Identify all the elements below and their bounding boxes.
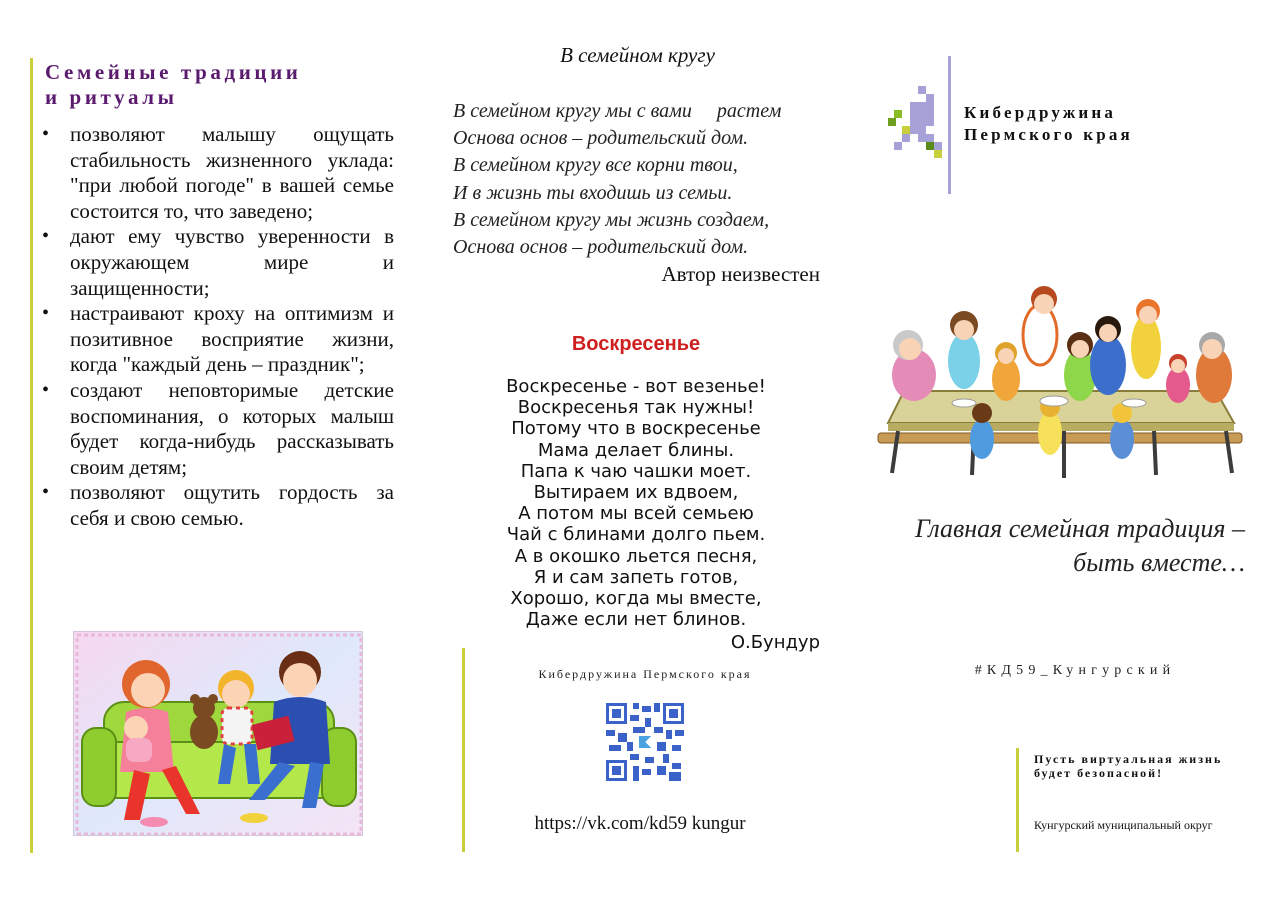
main-slogan — [870, 512, 1245, 580]
poem-line: Чай с блинами долго пьем. — [506, 524, 766, 546]
poem-line: Вытираем их вдвоем, — [533, 482, 739, 504]
poem-title: В семейном кругу — [560, 43, 715, 67]
vk-link[interactable]: https://vk.com/kd59 kungur — [534, 813, 746, 834]
poem-line: А потом мы всей семьею — [518, 503, 754, 525]
slogan-line-2: быть вместе… — [1073, 548, 1245, 577]
benefit-item: • настраивают кроху на оптимизм и позитивное восприятие жизни, когда "каждый день – праздник"; — [42, 301, 394, 378]
benefit-item: • дают ему чувство уверенности в окружающем мире и защищенности; — [42, 224, 394, 301]
poem-line: Основа основ – родительский дом. — [453, 127, 749, 150]
poem-line: Основа основ – родительский дом. — [453, 236, 749, 259]
benefits-list — [42, 122, 394, 532]
family-on-sofa-illustration — [73, 631, 363, 836]
poem-line: Воскресенье - вот везенье! — [506, 376, 766, 397]
poem-sunday — [466, 376, 806, 630]
benefit-item: • создают неповторимые детские воспоминания, о которых малыш будет когда-нибудь рассказывать своим детям; — [42, 378, 394, 480]
poem-line: И в жизнь ты входишь из семьи. — [453, 181, 733, 204]
benefit-item: • позволяют ощутить гордость за себя и свою семью. — [42, 480, 394, 531]
cyber-squad-logo-icon — [888, 86, 948, 164]
left-accent-bar — [30, 58, 33, 853]
org-name-line-1: Кибердружина — [964, 103, 1117, 122]
org-name-line-2: Пермского края — [964, 125, 1133, 144]
poem-line: Папа к чаю чашки моет. — [520, 460, 752, 482]
section-title-line-2: и ритуалы — [45, 85, 178, 109]
slogan-line-1: Главная семейная традиция – — [914, 514, 1245, 543]
footer-accent-bar — [1016, 748, 1019, 852]
section-title-line-1: Семейные традиции — [45, 60, 302, 84]
poem-line: Потому что в воскресенье — [511, 418, 761, 440]
poem-author: О.Бундур — [730, 632, 820, 653]
org-caption: Кибердружина Пермского края — [538, 667, 752, 681]
poem-family-circle — [453, 98, 833, 261]
poem-line: Мама делает блины. — [537, 439, 735, 461]
org-name — [964, 102, 1204, 146]
poem-line: В семейном кругу все корни твои, — [453, 154, 738, 177]
poem-line: Даже если нет блинов. — [525, 609, 747, 631]
poem-line: В семейном кругу мы жизнь создаем, — [453, 208, 770, 231]
benefit-item: • позволяют малышу ощущать стабильность жизненного уклада: "при любой погоде" в вашей семье состоится то, что заведено; — [42, 122, 394, 224]
municipality-label: Кунгурский муниципальный округ — [1034, 818, 1213, 832]
poem-author: Автор неизвестен — [661, 262, 820, 286]
poem-line: Воскресенья так нужны! — [517, 397, 755, 419]
poem-line: Я и сам запеть готов, — [533, 566, 739, 588]
section-title — [45, 60, 385, 110]
safety-note: Пусть виртуальная жизнь будет безопасной! — [1034, 752, 1223, 780]
poem-line: В семейном кругу мы с вами растем — [453, 100, 782, 122]
hashtag: #КД59_Кунгурский — [974, 663, 1176, 678]
logo-accent-bar — [948, 56, 951, 194]
family-dinner-illustration — [874, 283, 1246, 495]
poem-line: Хорошо, когда мы вместе, — [510, 588, 762, 610]
poem-title: Воскресенье — [571, 333, 701, 355]
poem-line: А в окошко льется песня, — [514, 545, 758, 567]
middle-accent-bar — [462, 648, 465, 852]
qr-code-icon[interactable] — [606, 703, 684, 781]
